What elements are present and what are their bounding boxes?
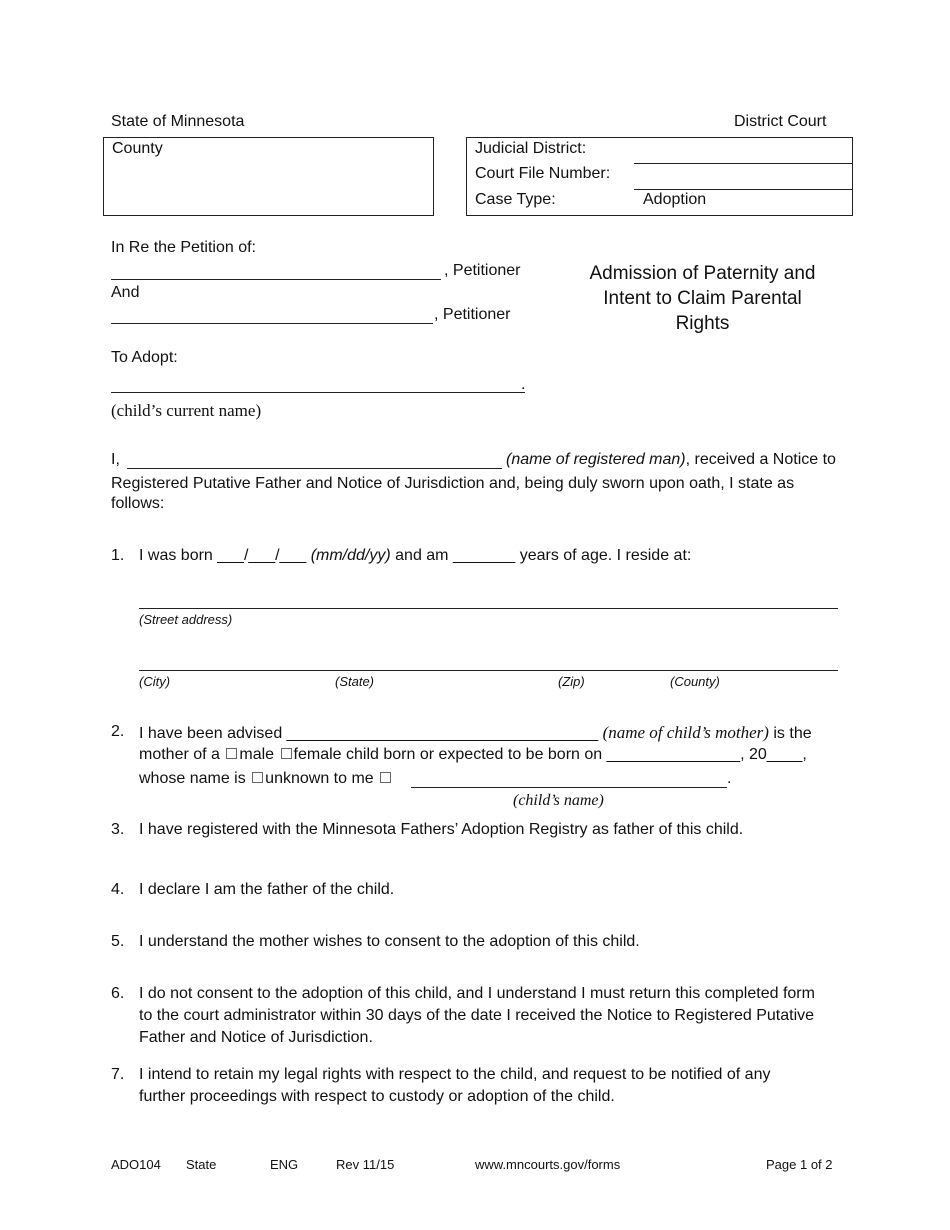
court-file-number-field[interactable]: [634, 189, 853, 190]
item-2-whose-name: whose name is: [139, 770, 246, 787]
petitioner-1-label: , Petitioner: [444, 262, 521, 279]
in-re-label: In Re the Petition of:: [111, 239, 256, 256]
item-1-text: [139, 547, 691, 565]
state-label: State of Minnesota: [111, 113, 245, 130]
court-file-number-label: Court File Number:: [475, 165, 611, 182]
item-3-number: 3.: [111, 821, 125, 838]
judicial-district-field[interactable]: [634, 163, 853, 164]
male-label: male: [239, 746, 275, 763]
county-field-label: (County): [670, 674, 720, 689]
item-1-age: and am _______ years of age. I reside at:: [395, 547, 692, 564]
footer-form-id: ADO104: [111, 1157, 161, 1172]
intro-line-2: Registered Putative Father and Notice of Jurisdiction and, being duly sworn upon oath, I state as: [111, 475, 795, 492]
item-2-advised: I have been advised ___________________________________: [139, 725, 599, 742]
female-checkbox[interactable]: [281, 748, 292, 759]
item-1-born: I was born ___/___/___: [139, 547, 307, 564]
item-1-date-hint: (mm/dd/yy): [310, 547, 391, 564]
judicial-district-label: Judicial District:: [475, 140, 587, 157]
street-address-label: (Street address): [139, 612, 233, 627]
unknown-checkbox[interactable]: [252, 772, 263, 783]
item-6-line-2: to the court administrator within 30 days of the date I received the Notice to Registered Putative: [139, 1007, 815, 1024]
child-name-field[interactable]: [411, 787, 727, 788]
item-6-number: 6.: [111, 985, 125, 1002]
item-7-line-1: I intend to retain my legal rights with respect to the child, and request to be notified of any: [139, 1066, 771, 1083]
zip-label: (Zip): [558, 674, 585, 689]
item-2-line-1: [139, 723, 812, 743]
to-adopt-label: To Adopt:: [111, 349, 178, 366]
female-label: female child born or expected to be born on _______________, 20____,: [293, 746, 807, 763]
child-name-checkbox[interactable]: [380, 772, 391, 783]
child-name-period: .: [727, 770, 732, 787]
footer-page-number: Page 1 of 2: [766, 1157, 833, 1172]
footer-state: State: [186, 1157, 217, 1172]
item-6-line-3: Father and Notice of Jurisdiction.: [139, 1029, 373, 1046]
title-line-1: Admission of Paternity and: [589, 263, 816, 284]
item-4-number: 4.: [111, 881, 125, 898]
petitioner-1-field[interactable]: [111, 279, 441, 280]
male-checkbox[interactable]: [226, 748, 237, 759]
title-line-2: Intent to Claim Parental: [603, 288, 802, 309]
title-line-3: Rights: [675, 313, 730, 334]
registered-man-name-field[interactable]: [127, 468, 502, 469]
petitioner-2-field[interactable]: [111, 323, 433, 324]
county-box[interactable]: [103, 137, 434, 216]
footer-url-link[interactable]: www.mncourts.gov/forms: [475, 1157, 621, 1172]
child-name-hint: (child’s name): [513, 792, 604, 809]
intro-line-1-end: [506, 451, 836, 469]
unknown-label: unknown to me: [265, 770, 374, 787]
item-6-line-1: I do not consent to the adoption of this child, and I understand I must return this completed form: [139, 985, 815, 1002]
intro-i: I,: [111, 451, 120, 468]
item-2-line-3: [139, 770, 393, 788]
item-7-line-2: further proceedings with respect to custody or adoption of the child.: [139, 1088, 615, 1105]
item-2-mother-of: mother of a: [139, 746, 220, 763]
street-address-field[interactable]: [139, 608, 838, 609]
footer-language: ENG: [270, 1157, 299, 1172]
item-5-text: I understand the mother wishes to consent to the adoption of this child.: [139, 933, 640, 950]
item-2-line-2: [139, 746, 807, 764]
item-5-number: 5.: [111, 933, 125, 950]
item-4-text: I declare I am the father of the child.: [139, 881, 395, 898]
form-title: [560, 261, 845, 336]
case-type-label: Case Type:: [475, 191, 556, 208]
city-label: (City): [139, 674, 171, 689]
court-label: District Court: [734, 113, 827, 130]
petitioner-2-label: , Petitioner: [434, 306, 511, 323]
child-current-name-period: .: [521, 376, 526, 393]
case-info-box: [466, 137, 853, 216]
item-2-is-the: is the: [773, 725, 812, 742]
footer-revision: Rev 11/15: [336, 1157, 395, 1172]
case-type-value: Adoption: [643, 191, 707, 208]
intro-line-3: follows:: [111, 495, 165, 512]
item-2-number: 2.: [111, 723, 125, 740]
county-label: County: [112, 140, 163, 157]
item-3-text: I have registered with the Minnesota Fathers’ Adoption Registry as father of this child.: [139, 821, 744, 838]
child-current-name-hint: (child’s current name): [111, 401, 262, 420]
item-1-number: 1.: [111, 547, 125, 564]
city-state-zip-county-field[interactable]: [139, 670, 838, 671]
child-current-name-field[interactable]: [111, 392, 525, 393]
registered-man-hint: (name of registered man): [506, 451, 686, 468]
mother-name-hint: (name of child’s mother): [602, 723, 769, 742]
state-field-label: (State): [335, 674, 375, 689]
and-label: And: [111, 284, 140, 301]
intro-line-1-rest: , received a Notice to: [685, 451, 836, 468]
item-7-number: 7.: [111, 1066, 125, 1083]
